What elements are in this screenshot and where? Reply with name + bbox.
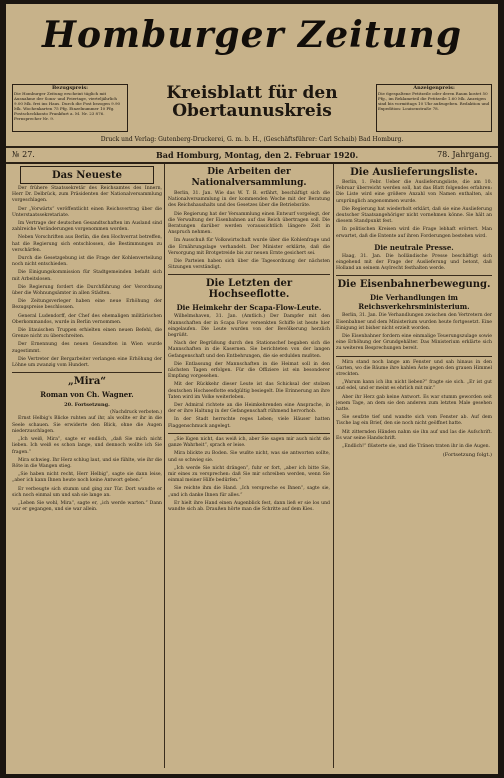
article-paragraph: Die Entlassung der Mannschaften in die Heimat soll in den nächsten Tagen erfolgen. Für die Offiziere ist ein besonderer Empfang vorgesehen. xyxy=(168,361,330,380)
news-item: Durch die Gesetzgebung ist die Frage der Kohlenverteilung noch nicht entschieden. xyxy=(12,256,162,268)
serial-paragraph: „Ich werde Sie nicht drängen“, fuhr er fort, „aber ich bitte Sie, mir eines zu versprechen: daß Sie mir schreiben werden, wenn Sie einmal meiner Hilfe bedürfen.“ xyxy=(168,465,330,484)
volume: 78. Jahrgang. xyxy=(437,150,492,159)
article-heading: Die Arbeiten der Nationalversammlung. xyxy=(191,167,307,188)
ad-price-text: Die 6gespaltene Petitzeile oder deren Raum kostet 50 Pfg., im Reklameteil die Petitzeile 1.60 Mk. Anzeigen sind bis vormittags 10 Uhr aufzugeben. Redaktion und Expedition: Louisenstraße 78. xyxy=(378,91,490,111)
serial-paragraph: Er hielt ihre Hand einen Augenblick fest, dann ließ er sie los und wandte sich ab. Draußen hörte man die Schritte auf dem Kies. xyxy=(168,500,330,512)
newspaper-page xyxy=(6,4,498,774)
serial-paragraph: Mira stand noch lange am Fenster und sah hinaus in den Garten, wo die Bäume ihre kahlen Äste gegen den grauen Himmel streckten. xyxy=(336,359,492,378)
serial-paragraph: Mit zitternden Händen nahm sie ihn auf und las die Aufschrift. Es war seine Handschrift. xyxy=(336,429,492,441)
ad-price-heading: Anzeigenpreis: xyxy=(413,85,455,91)
dateline xyxy=(6,146,498,164)
reprint-note: (Nachdruck verboten.) xyxy=(110,410,162,416)
article-paragraph: Wilhelmshaven, 31. Jan. (Amtlich.) Der Dampfer mit den Mannschaften der in Scapa Flow versenkten Schiffe ist heute hier eingelaufen. Die Leute wurden von der Bevölkerung herzlich begrüßt. xyxy=(168,314,330,339)
article-paragraph: Mit der Rückkehr dieser Leute ist das Schicksal der stolzen deutschen Hochseeflotte endgültig besiegelt. Die Erinnerung an ihre Taten wird im Volke weiterleben. xyxy=(168,382,330,400)
subscription-heading: Bezugspreis: xyxy=(51,85,89,91)
article-paragraph: Der Admiral richtete an die Heimkehrenden eine Ansprache, in der er ihre Haltung in der Gefangenschaft rühmend hervorhob. xyxy=(168,403,330,415)
section-divider xyxy=(168,433,330,434)
article-paragraph: Haag, 31. Jan. Die holländische Presse beschäftigt sich eingehend mit der Frage der Auslieferung und betont, daß Holland an seinem Asylrecht festhalten werde. xyxy=(336,253,492,272)
article-paragraph: Die Regierung hat wiederholt erklärt, daß sie eine Auslieferung deutscher Staatsangehöriger nicht vornehmen könne. Sie hält an diesem Standpunkt fest. xyxy=(336,206,492,225)
article-paragraph: Die Parteien haben sich über die Tagesordnung der nächsten Sitzungen verständigt. xyxy=(168,259,330,271)
subtitle xyxy=(130,84,374,120)
news-item: Die Regierung fordert die Durchführung der Verordnung über die Wohnungsämter in allen Städten. xyxy=(12,284,162,297)
serial-paragraph: Mira blickte zu Boden. Sie wußte nicht, was sie antworten sollte, und so schwieg sie. xyxy=(168,451,330,463)
serial-paragraph: „Warum kann ich ihn nicht lieben?“ fragte sie sich. „Er ist gut und edel, und er meint es ehrlich mit mir.“ xyxy=(336,380,492,392)
news-item: Die Zeitungsverleger haben eine neue Erhöhung der Bezugspreise beschlossen. xyxy=(12,299,162,311)
article-paragraph: Im Ausschuß für Volkswirtschaft wurde über die Kohlenfrage und die Ernährungslage verhandelt. Der Minister erklärte, daß die Versorgung mit Brotgetreide bis zur neuen Ernte gesichert sei. xyxy=(168,238,330,256)
news-heading: Das Neueste xyxy=(51,170,122,181)
serial-paragraph: Sie reichte ihm die Hand. „Ich verspreche es Ihnen“, sagte sie, „und ich danke Ihnen für alles.“ xyxy=(168,486,330,498)
serial-chapter: 20. Fortsetzung. xyxy=(64,402,110,409)
ad-price-box xyxy=(376,84,492,132)
serial-paragraph: „Sie lügen nicht, das weiß ich, aber Sie sagen mir auch nicht die ganze Wahrheit“, sprach er leise. xyxy=(168,436,330,449)
issue-date: Bad Homburg, Montag, den 2. Februar 1920. xyxy=(156,150,359,160)
article-paragraph: Die Regierung hat der Versammlung einen Entwurf vorgelegt, der die Verwaltung der Eisenbahnen auf das Reich übertragen soll. Die Beratungen darüber werden voraussichtlich längere Zeit in Anspruch nehmen. xyxy=(168,211,330,236)
column-rule xyxy=(333,164,334,768)
section-divider xyxy=(168,274,330,275)
right-column xyxy=(336,164,492,768)
masthead xyxy=(10,6,494,146)
article-subheading: Die Heimkehr der Scapa-Flow-Leute. xyxy=(176,303,322,313)
article-paragraph: Berlin, 1. Febr. Ueber die Auslieferungsliste, die am 10. Februar überreicht werden soll, hat das Blatt folgendes erfahren: Die Liste wird eine größere Anzahl von Namen enthalten, als ursprünglich angenommen wurde. xyxy=(336,180,492,204)
serial-paragraph: Mira schwieg. Ihr Herz schlug laut, und sie fühlte, wie ihr die Röte in die Wangen stieg. xyxy=(12,457,162,469)
serial-paragraph: Er verbeugte sich stumm und ging zur Tür. Dort wandte er sich noch einmal um und sah sie lange an. xyxy=(12,486,162,498)
serial-title: „Mira“ xyxy=(67,376,107,388)
article-paragraph: In der Stadt herrschte reges Leben; viele Häuser hatten Flaggenschmuck angelegt. xyxy=(168,417,330,429)
serial-paragraph: „Endlich!“ flüsterte sie, und die Tränen traten ihr in die Augen. xyxy=(342,444,491,450)
news-item: Die Vertreter der Bergarbeiter verlangen eine Erhöhung der Löhne um zwanzig vom Hundert. xyxy=(12,356,162,369)
section-divider xyxy=(336,356,492,357)
serial-author: Roman von Ch. Wagner. xyxy=(40,390,134,400)
middle-column xyxy=(168,164,330,768)
article-paragraph: In politischen Kreisen wird die Frage lebhaft erörtert. Man erwartet, daß die Entente auf ihren Forderungen bestehen wird. xyxy=(336,227,492,239)
article-heading: Die Letzten der Hochseeflotte. xyxy=(205,278,293,301)
news-item: Im Vertrage der deutschen Gesandtschaften im Ausland sind zahlreiche Veränderungen vorgenommen worden. xyxy=(12,221,162,233)
article-paragraph: Berlin, 31. Jan. Wie das W. T. B. erfährt, beschäftigt sich die Nationalversammlung in der kommenden Woche mit der Beratung des Reichshaushalts und des Gesetzes über die Betriebsräte. xyxy=(168,191,330,209)
printer-line: Druck und Verlag: Gutenberg-Druckerei, G. m. b. H., (Geschäftsführer: Carl Schaib) Bad Homburg. xyxy=(100,136,404,143)
article-paragraph: Berlin, 31. Jan. Die Verhandlungen zwischen den Vertretern der Eisenbahner und dem Ministerium wurden heute fortgesetzt. Eine Einigung ist bisher nicht erzielt worden. xyxy=(336,313,492,331)
article-heading: Die Eisenbahnerbewegung. xyxy=(337,279,491,291)
serial-paragraph: „Sie haben nicht recht, Herr Helbig“, sagte sie dann leise, „aber ich kann Ihnen heute noch keine Antwort geben.“ xyxy=(12,472,162,484)
section-divider xyxy=(336,275,492,276)
column-rule xyxy=(164,164,165,768)
news-item: Der „Vorwärts“ veröffentlicht einen Reichsvertrag über die Unterstaatssekretariate. xyxy=(12,206,162,218)
serial-paragraph: Ernst Helbig's Blicke ruhten auf ihr, als wollte er ihr in die Seele schauen. Sie erwiderte den Blick, ohne die Augen niederzuschlagen. xyxy=(12,416,162,434)
news-item: Neben Vorschriften aus Berlin, die den Hochverrat betreffen, hat die Regierung sich entschlossen, die Bestimmungen zu verschärfen. xyxy=(12,235,162,253)
news-item: Die Einigungskommission für Stadtgemeinden befaßt sich mit Arbeitslosen. xyxy=(12,270,162,282)
left-column xyxy=(12,164,162,768)
section-divider xyxy=(12,372,162,373)
news-item: Der frühere Staatssekretär des Reichsamtes des Innern, Herr Dr. Delbrück, zum Präsidenten der Nationalversammlung vorgeschlagen. xyxy=(12,186,162,204)
article-subheading: Die neutrale Presse. xyxy=(374,242,454,252)
serial-paragraph: Aber ihr Herz gab keine Antwort. Es war stumm geworden seit jenem Tage, an dem sie den anderen zum letzten Male gesehen hatte. xyxy=(336,394,492,413)
news-item: General Ludendorff, der Chef des ehemaligen militärischen Oberkommandos, wurde in Berlin vernommen. xyxy=(12,313,162,325)
article-heading: Die Auslieferungsliste. xyxy=(350,167,478,178)
news-item: Die litauischen Truppen erhielten einen neuen Befehl, die Grenze nicht zu überschreiten. xyxy=(12,328,162,340)
serial-paragraph: „Leben Sie wohl, Mira“, sagte er, „ich werde warten.“ Dann war er gegangen, und sie war allein. xyxy=(12,500,162,513)
newspaper-title: Homburger Zeitung xyxy=(41,14,462,56)
news-item: Der Ernennung des neuen Gesandten in Wien wurde zugestimmt. xyxy=(12,342,162,354)
subscription-box xyxy=(12,84,128,132)
subscription-text: Die Homburger Zeitung erscheint täglich mit Ausnahme der Sonn- und Feiertage, vierteljährlich 9.00 Mk. frei ins Haus. Durch die Post bezogen 9.90 Mk. Wochenkarten 75 Pfg. Einzelnummer 10 Pfg. Postscheckkonto Frankfurt a. M. Nr. 23 876. Fernsprecher Nr. 9. xyxy=(14,91,121,121)
subtitle-line-2: Obertaunuskreis xyxy=(172,101,332,121)
serial-paragraph: „Ich weiß, Mira“, sagte er endlich, „daß Sie mich nicht lieben. Ich weiß es schon lange, und dennoch wollte ich Sie fragen.“ xyxy=(12,437,162,455)
article-paragraph: Nach der Begrüßung durch den Stationschef begaben sich die Mannschaften in die Kasernen. Sie berichteten von der langen Gefangenschaft und den Entbehrungen, die sie erdulden mußten. xyxy=(168,341,330,359)
continued-note: (Fortsetzung folgt.) xyxy=(442,452,492,459)
issue-number: № 27. xyxy=(12,150,35,159)
subtitle-line-1: Kreisblatt für den xyxy=(166,83,338,103)
serial-paragraph: Sie seufzte tief und wandte sich vom Fenster ab. Auf dem Tische lag ein Brief, den sie noch nicht geöffnet hatte. xyxy=(336,415,492,427)
article-subheading: Die Verhandlungen im Reichsverkehrsministerium. xyxy=(358,293,470,312)
article-paragraph: Die Eisenbahner fordern eine einmalige Teuerungszulage sowie eine Erhöhung der Grundgehälter. Das Ministerium erklärte sich zu weiteren Besprechungen bereit. xyxy=(336,334,492,352)
